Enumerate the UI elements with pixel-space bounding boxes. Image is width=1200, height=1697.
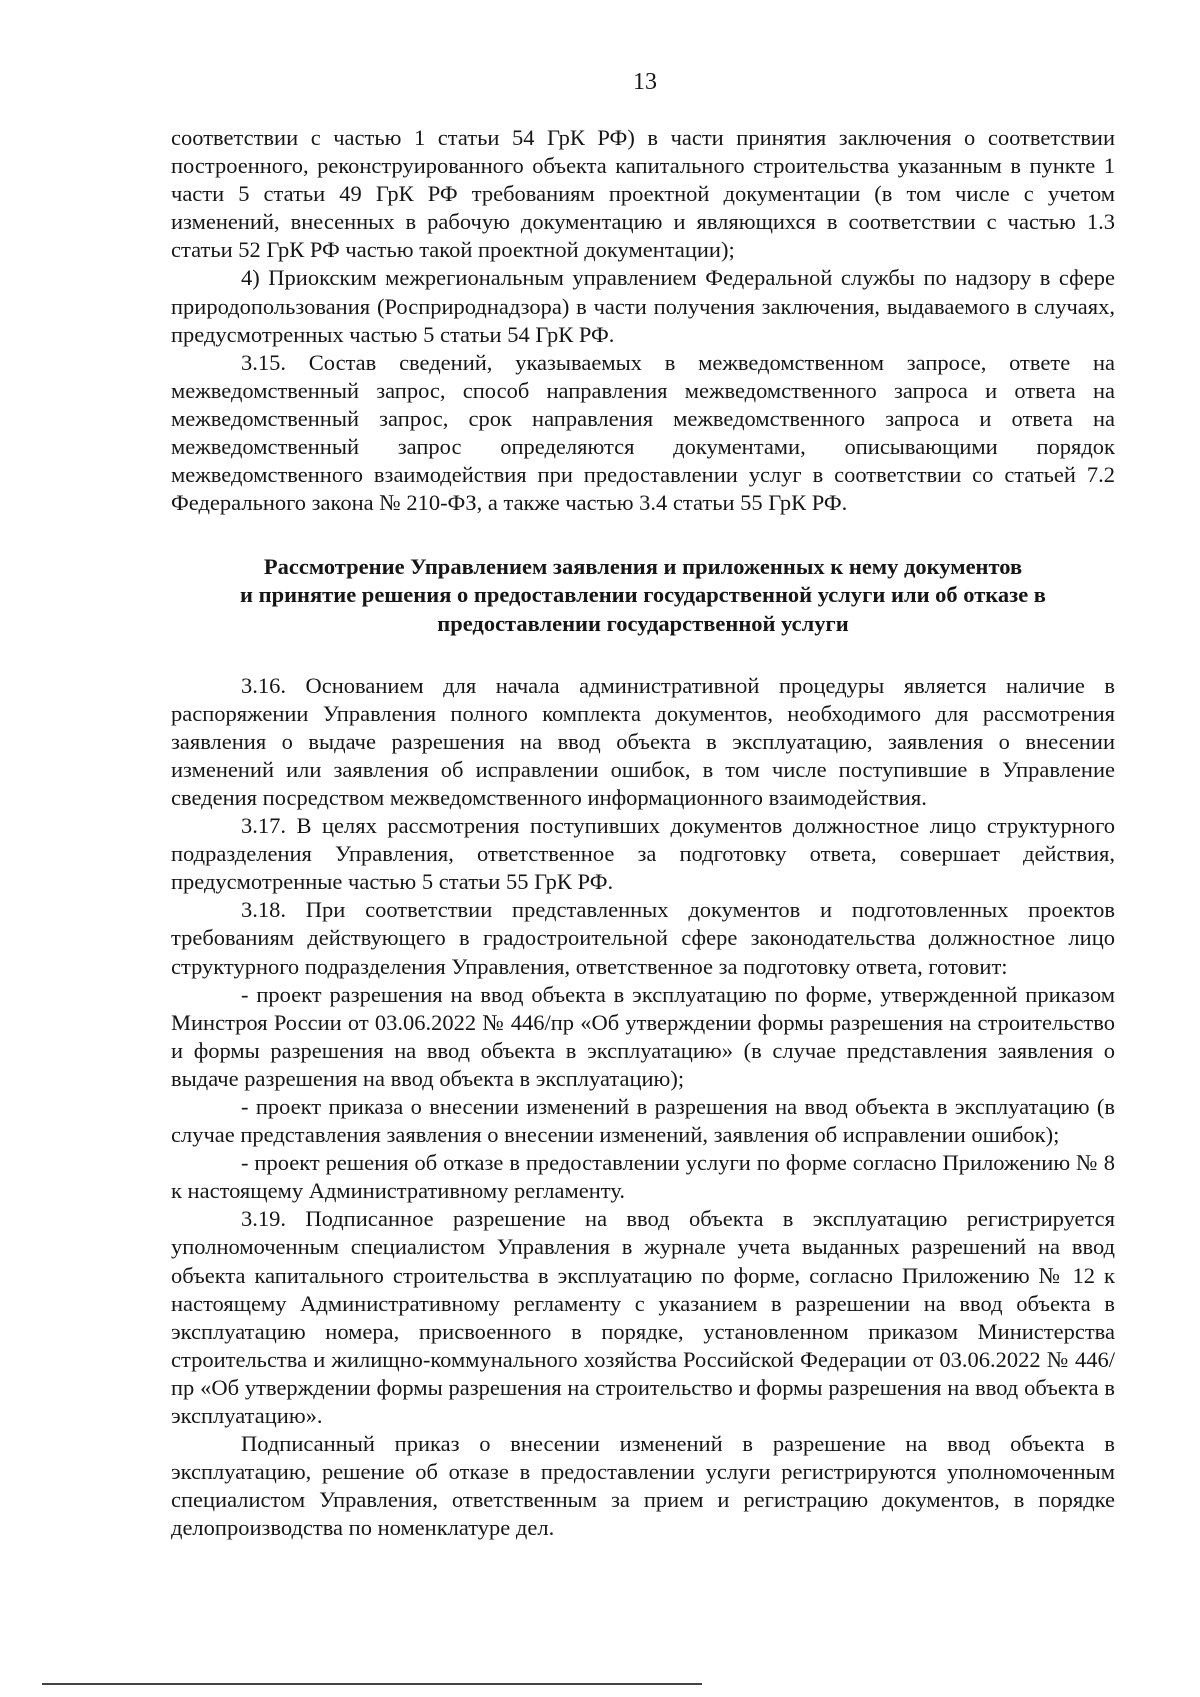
paragraphs-before-heading: [171, 124, 1115, 517]
section-heading-line-2: и принятие решения о предоставлении государственной услуги или об отказе в: [240, 582, 1046, 608]
paragraph: 3.17. В целях рассмотрения поступивших документов должностное лицо структурного подразделения Управления, ответственное за подготовку ответа, совершает действия, предусмотренные частью 5 статьи 55 ГрК РФ.: [171, 813, 1115, 895]
paragraph: 4) Приокским межрегиональным управлением Федеральной службы по надзору в сфере природопользования (Росприроднадзора) в части получения заключения, выдаваемого в случаях, предусмотренных частью 5 статьи 54 ГрК РФ.: [171, 265, 1115, 347]
paragraph: 3.15. Состав сведений, указываемых в межведомственном запросе, ответе на межведомственный запрос, способ направления межведомственного запроса и ответа на межведомственный запрос, срок направления межведомственного запроса и ответа на межведомственный запрос определяются документами, описывающими порядок межведомственного взаимодействия при предоставлении услуг в соответствии со статьей 7.2 Федерального закона № 210-ФЗ, а также частью 3.4 статьи 55 ГрК РФ.: [171, 349, 1115, 516]
paragraph: 3.18. При соответствии представленных документов и подготовленных проектов требованиям действующего в градостроительной сфере законодательства должностное лицо структурного подразделения Управления, ответственное за подготовку ответа, готовит:: [171, 897, 1115, 979]
paragraph: соответствии с частью 1 статьи 54 ГрК РФ) в части принятия заключения о соответствии построенного, реконструированного объекта капитального строительства указанным в пункте 1 части 5 статьи 49 ГрК РФ требованиям проектной документации (в том числе с учетом изменений, внесенных в рабочую документацию и являющихся в соответствии с частью 1.3 статьи 52 ГрК РФ частью такой проектной документации);: [171, 125, 1115, 263]
paragraph: 3.16. Основанием для начала административной процедуры является наличие в распоряжении Управления полного комплекта документов, необходимого для рассмотрения заявления о выдаче разрешения на ввод объекта в эксплуатацию, заявления о внесении изменений или заявления об исправлении ошибок, в том числе поступившие в Управление сведения посредством межведомственного информационного взаимодействия.: [171, 672, 1115, 810]
paragraphs-after-heading: [171, 672, 1115, 1543]
document-body: [171, 124, 1115, 1543]
section-heading-line-3: предоставлении государственной услуги: [437, 610, 849, 636]
page-number: 13: [633, 69, 657, 95]
paragraph: - проект разрешения на ввод объекта в эксплуатацию по форме, утвержденной приказом Минстроя России от 03.06.2022 № 446/пр «Об утверждении формы разрешения на строительство и формы разрешения на ввод объекта в эксплуатацию» (в случае представления заявления о выдаче разрешения на ввод объекта в эксплуатацию);: [171, 981, 1115, 1091]
section-heading-line-1: Рассмотрение Управлением заявления и приложенных к нему документов: [263, 554, 1023, 580]
section-heading: [171, 553, 1115, 637]
paragraph: - проект решения об отказе в предоставлении услуги по форме согласно Приложению № 8 к настоящему Административному регламенту.: [171, 1150, 1115, 1204]
paragraph: - проект приказа о внесении изменений в разрешения на ввод объекта в эксплуатацию (в случае представления заявления о внесении изменений, заявления об исправлении ошибок);: [171, 1094, 1115, 1148]
paragraph: Подписанный приказ о внесении изменений в разрешение на ввод объекта в эксплуатацию, решение об отказе в предоставлении услуги регистрируются уполномоченным специалистом Управления, ответственным за прием и регистрацию документов, в порядке делопроизводства по номенклатуре дел.: [171, 1431, 1115, 1541]
paragraph: 3.19. Подписанное разрешение на ввод объекта в эксплуатацию регистрируется уполномоченным специалистом Управления в журнале учета выданных разрешений на ввод объекта капитального строительства в эксплуатацию по форме, согласно Приложению № 12 к настоящему Административному регламенту с указанием в разрешении на ввод объекта в эксплуатацию номера, присвоенного в порядке, установленном приказом Министерства строительства и жилищно-коммунального хозяйства Российской Федерации от 03.06.2022 № 446/пр «Об утверждении формы разрешения на строительство и формы разрешения на ввод объекта в эксплуатацию».: [171, 1206, 1115, 1429]
footer-rule: [42, 1683, 702, 1685]
